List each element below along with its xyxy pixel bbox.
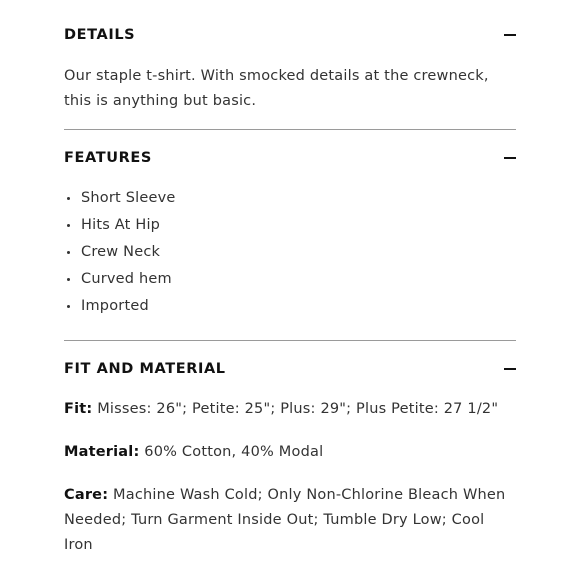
list-item [64, 293, 516, 320]
features-list [64, 185, 516, 320]
features-collapse-button[interactable] [496, 148, 516, 168]
minus-icon [504, 157, 516, 159]
bullet-icon [67, 305, 70, 308]
feature-label: Short Sleeve [81, 190, 176, 206]
bullet-icon [67, 278, 70, 281]
material-value: 60% Cotton, 40% Modal [144, 444, 324, 460]
care-label: Care: [64, 487, 109, 503]
material-spec [64, 440, 516, 465]
fit-spec [64, 397, 516, 422]
details-section [64, 24, 516, 114]
care-spec [64, 483, 516, 558]
features-title: FEATURES [64, 150, 152, 166]
features-header[interactable] [64, 147, 516, 169]
fit-label: Fit: [64, 401, 93, 417]
list-item [64, 212, 516, 239]
bullet-icon [67, 224, 70, 227]
details-header[interactable] [64, 24, 516, 46]
bullet-icon [67, 197, 70, 200]
feature-label: Hits At Hip [81, 217, 161, 233]
details-collapse-button[interactable] [496, 25, 516, 45]
details-title: DETAILS [64, 27, 136, 43]
minus-icon [504, 34, 516, 36]
fit-value: Misses: 26"; Petite: 25"; Plus: 29"; Plus Petite: 27 1/2" [97, 401, 499, 417]
feature-label: Curved hem [81, 271, 172, 287]
fit-material-header[interactable] [64, 358, 516, 380]
list-item [64, 266, 516, 293]
fit-material-collapse-button[interactable] [496, 359, 516, 379]
divider [64, 129, 516, 130]
list-item [64, 239, 516, 266]
material-label: Material: [64, 444, 140, 460]
fit-material-section [64, 358, 516, 558]
fit-material-title: FIT AND MATERIAL [64, 361, 226, 377]
feature-label: Imported [81, 298, 149, 314]
features-section [64, 147, 516, 320]
feature-label: Crew Neck [81, 244, 161, 260]
divider [64, 340, 516, 341]
minus-icon [504, 368, 516, 370]
details-description: Our staple t-shirt. With smocked details at the crewneck, this is anything but basic. [64, 68, 489, 109]
list-item [64, 185, 516, 212]
bullet-icon [67, 251, 70, 254]
care-value: Machine Wash Cold; Only Non-Chlorine Bleach When Needed; Turn Garment Inside Out; Tumble Dry Low; Cool Iron [64, 487, 506, 553]
